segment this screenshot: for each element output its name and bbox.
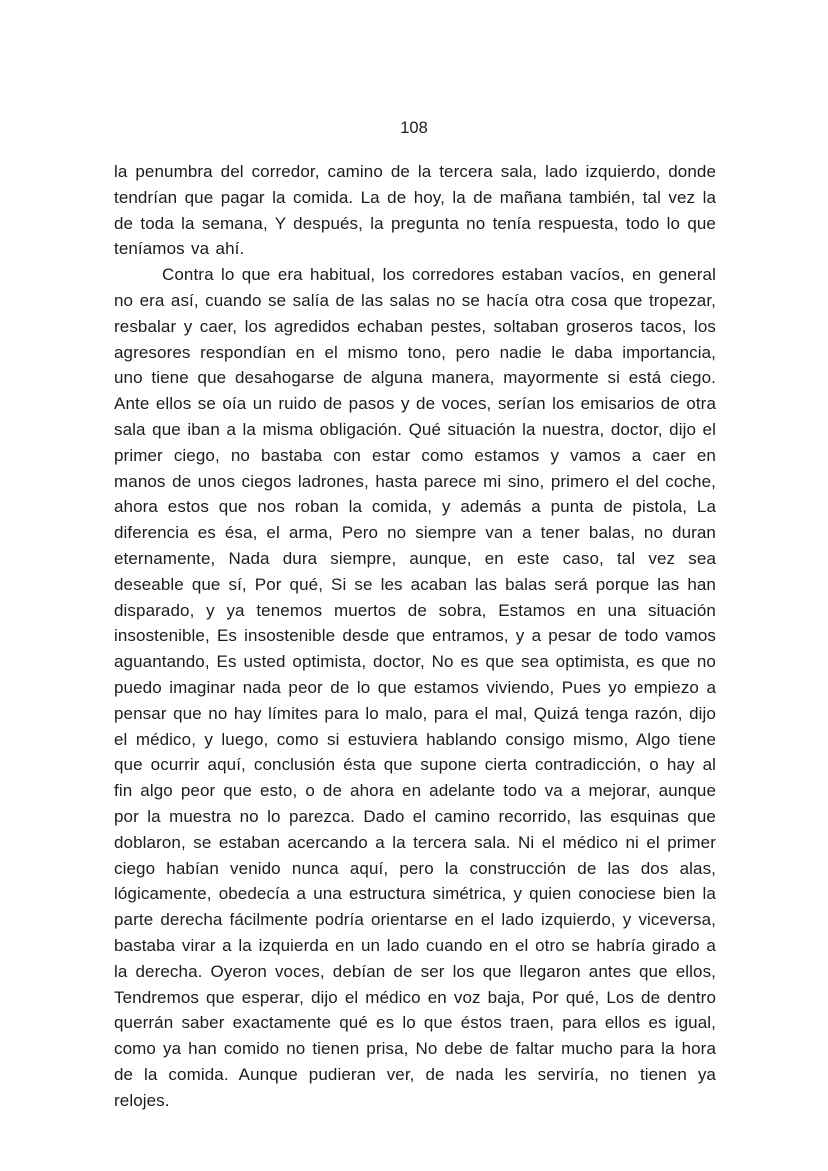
paragraph-continuation: la penumbra del corredor, camino de la tercera sala, lado izquierdo, donde tendrían que pagar la comida. La de hoy, la de mañana también, tal vez la de toda la semana, Y después, la pregunta no tenía respuesta, todo lo que teníamos va ahí.: [114, 162, 716, 259]
page-body: [114, 159, 716, 1113]
page-number: 108: [400, 119, 428, 137]
paragraph-main: Contra lo que era habitual, los corredores estaban vacíos, en general no era así, cuando se salía de las salas no se hacía otra cosa que tropezar, resbalar y caer, los agredidos echaban pestes, soltaban groseros tacos, los agresores respondían en el mismo tono, pero nadie le daba importancia, uno tiene que desahogarse de alguna manera, mayormente si está ciego. Ante ellos se oía un ruido de pasos y de voces, serían los emisarios de otra sala que iban a la misma obligación. Qué situación la nuestra, doctor, dijo el primer ciego, no bastaba con estar como estamos y vamos a caer en manos de unos ciegos ladrones, hasta parece mi sino, primero el del coche, ahora estos que nos roban la comida, y además a punta de pistola, La diferencia es ésa, el arma, Pero no siempre van a tener balas, no duran eternamente, Nada dura siempre, aunque, en este caso, tal vez sea deseable que sí, Por qué, Si se les acaban las balas será porque las han disparado, y ya tenemos muertos de sobra, Estamos en una situación insostenible, Es insostenible desde que entramos, y a pesar de todo vamos aguantando, Es usted optimista, doctor, No es que sea optimista, es que no puedo imaginar nada peor de lo que estamos viviendo, Pues yo empiezo a pensar que no hay límites para lo malo, para el mal, Quizá tenga razón, dijo el médico, y luego, como si estuviera hablando consigo mismo, Algo tiene que ocurrir aquí, conclusión ésta que supone cierta contradicción, o hay al fin algo peor que esto, o de ahora en adelante todo va a mejorar, aunque por la muestra no lo parezca. Dado el camino recorrido, las esquinas que doblaron, se estaban acercando a la tercera sala. Ni el médico ni el primer ciego habían venido nunca aquí, pero la construcción de las dos alas, lógicamente, obedecía a una estructura simétrica, y quien conociese bien la parte derecha fácilmente podría orientarse en el lado izquierdo, y viceversa, bastaba virar a la izquierda en un lado cuando en el otro se habría girado a la derecha. Oyeron voces, debían de ser los que llegaron antes que ellos, Tendremos que esperar, dijo el médico en voz baja, Por qué, Los de dentro querrán saber exactamente qué es lo que éstos traen, para ellos es igual, como ya han comido no tienen prisa, No debe de faltar mucho para la hora de la comida. Aunque pudieran ver, de nada les serviría, no tienen ya relojes.: [114, 265, 716, 1110]
